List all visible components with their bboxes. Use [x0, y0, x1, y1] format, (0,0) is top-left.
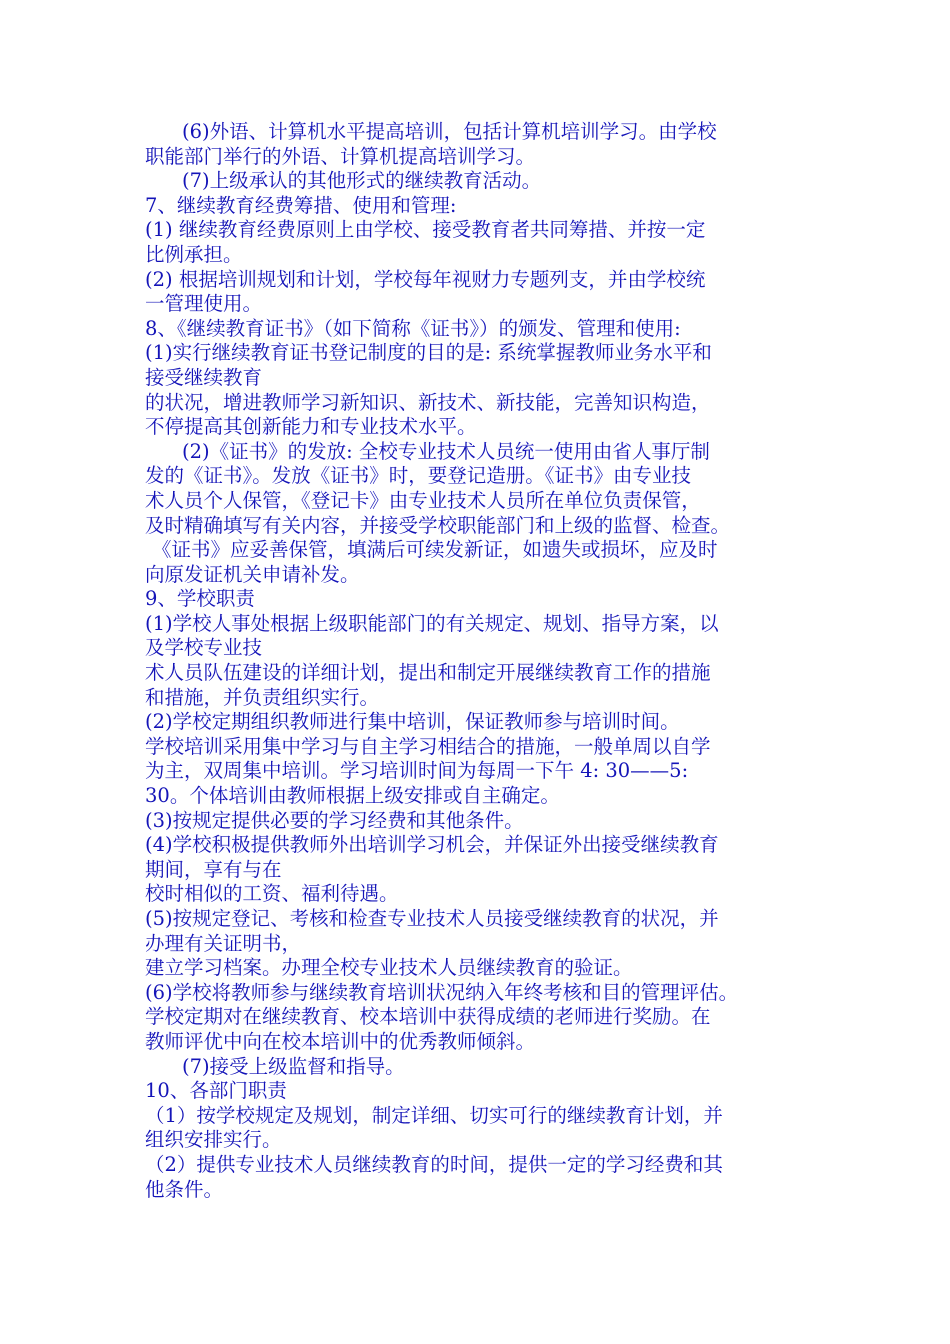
text-line: (2) 根据培训规划和计划，学校每年视财力专题列支，并由学校统 — [145, 267, 706, 291]
text-line: (5)按规定登记、考核和检查专业技术人员接受继续教育的状况，并 — [145, 907, 719, 930]
text-line: 及时精确填写有关内容，并接受学校职能部门和上级的监督、检查。 — [145, 513, 731, 537]
text-line: 10、各部门职责 — [145, 1079, 287, 1103]
text-line: 和措施，并负责组织实行。 — [145, 685, 380, 709]
text-line: 比例承担。 — [145, 242, 243, 266]
document-body — [145, 120, 810, 1202]
text-line: 学校培训采用集中学习与自主学习相结合的措施，一般单周以自学 — [145, 734, 711, 758]
text-line: 建立学习档案。办理全校专业技术人员继续教育的验证。 — [145, 956, 633, 980]
text-line: 7、继续教育经费筹措、使用和管理: — [145, 193, 457, 217]
text-line: 职能部门举行的外语、计算机提高培训学习。 — [145, 144, 536, 168]
text-line: (7)上级承认的其他形式的继续教育活动。 — [182, 169, 542, 193]
text-line: 向原发证机关申请补发。 — [145, 562, 360, 586]
text-line: 接受继续教育 — [145, 365, 263, 389]
text-line: 不停提高其创新能力和专业技术水平。 — [145, 415, 477, 439]
text-line: 发的《证书》。发放《证书》时，要登记造册。《证书》由专业技 — [145, 464, 692, 488]
text-line: 30。个体培训由教师根据上级安排或自主确定。 — [145, 784, 560, 808]
text-line: 的状况，增进教师学习新知识、新技术、新技能，完善知识构造， — [145, 390, 711, 414]
text-line: (6)学校将教师参与继续教育培训状况纳入年终考核和目的管理评估。 — [145, 980, 739, 1004]
text-line: 为主，双周集中培训。学习培训时间为每周一下午 4: 30——5: — [145, 759, 689, 783]
text-line: (2)学校定期组织教师进行集中培训，保证教师参与培训时间。 — [145, 710, 680, 734]
text-line: （1）按学校规定及规划，制定详细、切实可行的继续教育计划，并 — [145, 1103, 723, 1127]
text-line: 办理有关证明书， — [145, 931, 302, 955]
text-line: （2）提供专业技术人员继续教育的时间，提供一定的学习经费和其 — [145, 1152, 723, 1176]
text-line: (1) 继续教育经费原则上由学校、接受教育者共同筹措、并按一定 — [145, 218, 706, 242]
text-line: 术人员个人保管，《登记卡》由专业技术人员所在单位负责保管， — [145, 488, 701, 512]
text-line: 9、学校职责 — [145, 587, 255, 611]
text-line: (7)接受上级监督和指导。 — [182, 1054, 405, 1078]
text-line: (3)按规定提供必要的学习经费和其他条件。 — [145, 808, 524, 832]
text-line: (6)外语、计算机水平提高培训，包括计算机培训学习。由学校 — [182, 120, 717, 143]
text-line: 《证书》应妥善保管，填满后可续发新证，如遗失或损坏，应及时 — [152, 538, 718, 562]
text-line: 他条件。 — [145, 1177, 224, 1201]
text-line: 组织安排实行。 — [145, 1128, 282, 1152]
text-line: (1)实行继续教育证书登记制度的目的是: 系统掌握教师业务水平和 — [145, 341, 712, 365]
text-line: 期间，享有与在 — [145, 857, 282, 881]
text-line: 8、《继续教育证书》（如下简称《证书》）的颁发、管理和使用: — [145, 316, 681, 340]
text-line: 学校定期对在继续教育、校本培训中获得成绩的老师进行奖励。在 — [145, 1005, 711, 1029]
text-line: 一管理使用。 — [145, 292, 263, 316]
text-line: (2)《证书》的发放: 全校专业技术人员统一使用由省人事厅制 — [182, 439, 710, 463]
text-line: (1)学校人事处根据上级职能部门的有关规定、规划、指导方案，以 — [145, 611, 719, 635]
text-line: 术人员队伍建设的详细计划，提出和制定开展继续教育工作的措施 — [145, 661, 711, 685]
text-line: 教师评优中向在校本培训中的优秀教师倾斜。 — [145, 1029, 536, 1053]
text-line: 校时相似的工资、福利待遇。 — [145, 882, 399, 906]
text-line: (4)学校积极提供教师外出培训学习机会，并保证外出接受继续教育 — [145, 833, 719, 857]
text-line: 及学校专业技 — [145, 636, 263, 660]
